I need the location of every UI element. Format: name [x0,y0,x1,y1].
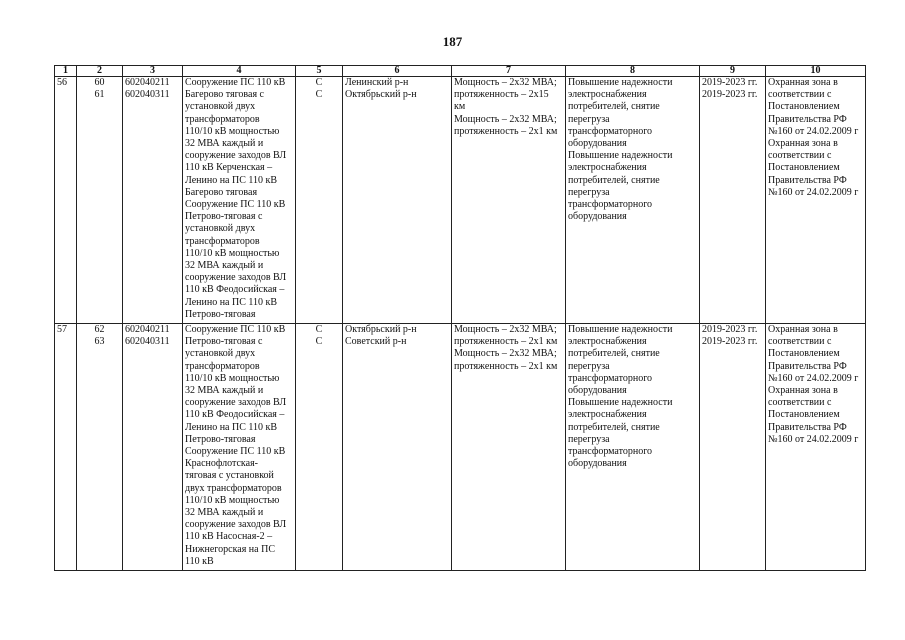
column-number: 10 [766,66,866,77]
registry-table [54,65,866,571]
notes-cell [766,77,866,324]
parameters-line: Мощность – 2х32 МВА; [454,324,557,335]
purpose-line: электроснабжения [568,336,647,348]
object-description-line: сооружение заходов ВЛ [185,397,287,409]
object-description-line: установкой двух [185,348,256,360]
sub-number-cell [77,77,123,324]
district-line: Советский р-н [345,336,407,348]
district-cell [343,77,452,324]
object-description-line: 32 МВА каждый и [185,138,264,150]
notes-line: Правительства РФ [768,421,847,433]
notes-line: Охранная зона в [768,385,838,397]
object-code-line: 602040211 [125,77,170,88]
notes-line: Правительства РФ [768,113,847,125]
object-description-line: Петрово-тяговая [185,308,256,320]
purpose-line: потребителей, снятие [568,101,660,113]
purpose-line: трансформаторного [568,372,653,384]
district-line: Октябрьский р-н [345,89,417,101]
notes-line: соответствии с [768,89,832,101]
purpose-line: потребителей, снятие [568,348,660,360]
parameters-line: протяженность – 2х1 км [454,360,558,372]
notes-line: №160 от 24.02.2009 г [768,372,859,384]
object-description-line: 32 МВА каждый и [185,385,264,397]
notes-line: Правительства РФ [768,360,847,372]
object-description-line: 32 МВА каждый и [185,507,264,519]
record-number-cell [55,77,77,324]
object-description-line: Ленино на ПС 110 кВ [185,421,278,433]
object-description-line: установкой двух [185,223,256,235]
object-description-line: Нижнегорская на ПС [185,543,275,555]
purpose-line: электроснабжения [568,409,647,421]
purpose-line: потребителей, снятие [568,174,660,186]
notes-line: №160 от 24.02.2009 г [768,125,859,137]
object-description-line: 110/10 кВ мощностью [185,372,280,384]
column-number: 2 [77,66,123,77]
purpose-line: трансформаторного [568,125,653,137]
purpose-line: Повышение надежности [568,324,673,335]
parameters-line: Мощность – 2х32 МВА; [454,348,557,360]
object-description-line: 110 кВ Феодосийская – [185,284,285,296]
column-number: 4 [183,66,296,77]
district-line: Ленинский р-н [345,77,409,88]
parameters-line: Мощность – 2х32 МВА; [454,113,557,125]
object-description-line: двух трансформаторов [185,482,282,494]
notes-line: Охранная зона в [768,138,838,150]
page-number: 187 [442,34,463,49]
object-description-line: Петрово-тяговая с [185,336,263,348]
notes-line: Постановлением [768,348,840,360]
object-description-line: трансформаторов [185,235,260,247]
table-row [55,324,866,571]
district-cell [343,324,452,571]
parameters-cell [452,324,566,571]
parameters-line: Мощность – 2х32 МВА; [454,77,557,88]
sub-number-cell [77,324,123,571]
purpose-line: Повышение надежности [568,77,673,88]
object-description-cell [183,324,296,571]
purpose-line: Повышение надежности [568,150,673,162]
purpose-line: трансформаторного [568,446,653,458]
purpose-line: оборудования [568,211,627,223]
object-description-line: тяговая с установкой [185,470,274,482]
object-description-line: сооружение заходов ВЛ [185,272,287,284]
notes-line: №160 от 24.02.2009 г [768,433,859,445]
district-line: Октябрьский р-н [345,324,417,335]
notes-line: №160 от 24.02.2009 г [768,186,859,198]
purpose-line: электроснабжения [568,162,647,174]
notes-line: соответствии с [768,336,832,348]
purpose-line: Повышение надежности [568,397,673,409]
purpose-line: оборудования [568,138,627,150]
object-description-line: Багерово тяговая [185,186,258,198]
parameters-line: протяженность – 2х1 км [454,125,558,137]
notes-line: соответствии с [768,397,832,409]
status-code-cell [296,324,343,571]
object-description-line: Петрово-тяговая [185,433,256,445]
column-number: 1 [55,66,77,77]
purpose-cell [566,324,700,571]
object-description-line: сооружение заходов ВЛ [185,150,287,162]
object-description-line: 110 кВ Феодосийская – [185,409,285,421]
object-description-line: Багерово тяговая с [185,89,264,101]
implementation-years-cell [700,324,766,571]
purpose-line: оборудования [568,458,627,470]
column-number: 6 [343,66,452,77]
sub-number-line: 62 [94,324,105,335]
sub-number-line: 63 [94,336,105,348]
record-number: 56 [57,77,67,88]
object-description-line: 110/10 кВ мощностью [185,125,280,137]
parameters-line: км [454,101,466,113]
column-number-row [55,66,866,77]
object-description-line: Сооружение ПС 110 кВ [185,77,286,88]
record-number: 57 [57,324,67,335]
object-description-line: сооружение заходов ВЛ [185,519,287,531]
notes-line: соответствии с [768,150,832,162]
object-description-line: Петрово-тяговая с [185,211,263,223]
parameters-line: протяженность – 2х15 [454,89,549,101]
column-number: 5 [296,66,343,77]
table-row [55,77,866,324]
status-code-line: С [315,77,323,88]
column-number: 7 [452,66,566,77]
object-description-line: трансформаторов [185,360,260,372]
object-description-line: Ленино на ПС 110 кВ [185,296,278,308]
implementation-years-cell [700,77,766,324]
purpose-line: перегруза [568,113,610,125]
object-description-line: трансформаторов [185,113,260,125]
sub-number-line: 60 [94,77,105,88]
object-description-line: 110 кВ [185,555,214,567]
object-description-line: 110/10 кВ мощностью [185,247,280,259]
purpose-line: перегруза [568,186,610,198]
object-description-cell [183,77,296,324]
notes-cell [766,324,866,571]
status-code-line: С [315,324,323,335]
notes-line: Охранная зона в [768,324,838,335]
parameters-line: протяженность – 2х1 км [454,336,558,348]
purpose-cell [566,77,700,324]
object-code-line: 602040311 [125,336,170,348]
column-number: 8 [566,66,700,77]
object-description-line: Краснофлотская- [185,458,258,470]
status-code-line: С [315,336,323,348]
object-description-line: Ленино на ПС 110 кВ [185,174,278,186]
parameters-cell [452,77,566,324]
notes-line: Охранная зона в [768,77,838,88]
record-number-cell [55,324,77,571]
column-number: 3 [123,66,183,77]
object-description-line: 110 кВ Керченская – [185,162,273,174]
implementation-years-line: 2019-2023 гг. [702,324,758,335]
notes-line: Постановлением [768,101,840,113]
purpose-line: электроснабжения [568,89,647,101]
object-code-line: 602040211 [125,324,170,335]
sub-number-line: 61 [94,89,105,101]
object-code-cell [123,324,183,571]
object-description-line: установкой двух [185,101,256,113]
purpose-line: оборудования [568,385,627,397]
object-description-line: Сооружение ПС 110 кВ [185,324,286,335]
purpose-line: потребителей, снятие [568,421,660,433]
notes-line: Постановлением [768,409,840,421]
implementation-years-line: 2019-2023 гг. [702,89,758,101]
purpose-line: трансформаторного [568,199,653,211]
object-description-line: Сооружение ПС 110 кВ [185,199,286,211]
status-code-line: С [315,89,323,101]
purpose-line: перегруза [568,433,610,445]
notes-line: Постановлением [768,162,840,174]
column-number: 9 [700,66,766,77]
implementation-years-line: 2019-2023 гг. [702,336,758,348]
object-description-line: 110 кВ Насосная-2 – [185,531,273,543]
object-description-line: 32 МВА каждый и [185,260,264,272]
object-description-line: 110/10 кВ мощностью [185,494,280,506]
status-code-cell [296,77,343,324]
implementation-years-line: 2019-2023 гг. [702,77,758,88]
notes-line: Правительства РФ [768,174,847,186]
object-code-line: 602040311 [125,89,170,101]
object-code-cell [123,77,183,324]
object-description-line: Сооружение ПС 110 кВ [185,446,286,458]
purpose-line: перегруза [568,360,610,372]
